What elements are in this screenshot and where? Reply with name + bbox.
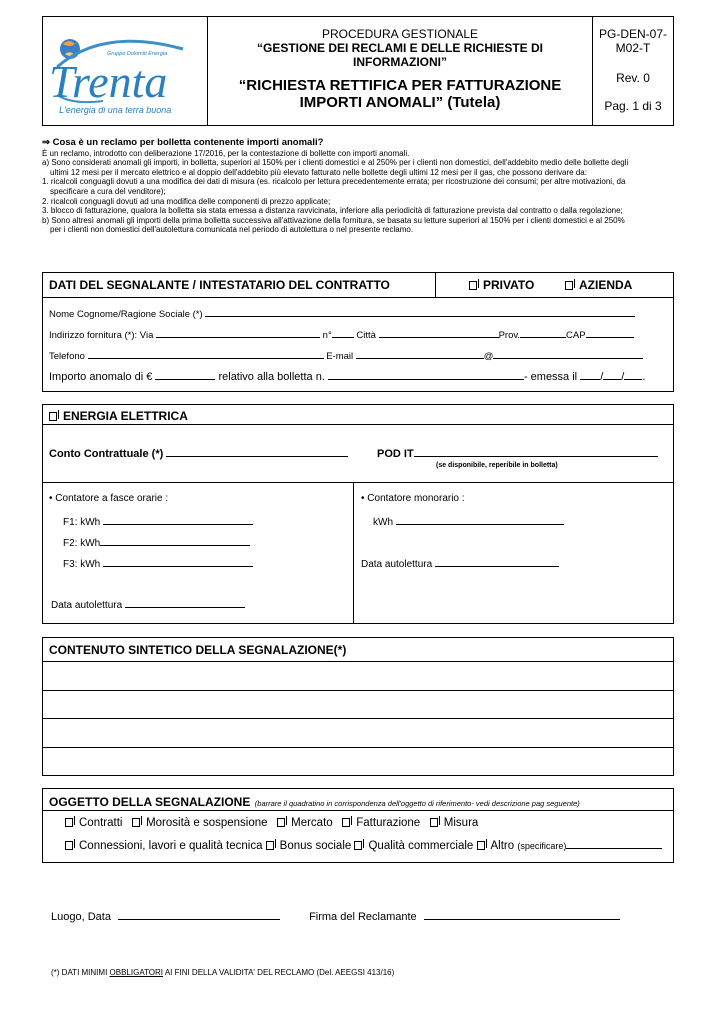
prov-field[interactable] [520, 328, 566, 338]
importo-label: Importo anomalo di € [49, 371, 153, 383]
autolettura-left-field[interactable] [125, 598, 245, 608]
checkbox-icon[interactable] [49, 412, 57, 421]
emessa-label: - emessa il [523, 371, 578, 383]
conto-label: Conto Contrattuale (*) [49, 448, 164, 460]
segnalante-title: DATI DEL SEGNALANTE / INTESTATARIO DEL CONTRATTO [49, 278, 390, 292]
option-qualita-commerciale[interactable] [354, 840, 473, 852]
checkbox-icon [277, 818, 285, 827]
company-logo [43, 17, 208, 125]
telefono-label: Telefono [49, 351, 85, 362]
footnote-pre: (*) DATI MINIMI [51, 968, 108, 977]
pod-note: (se disponibile, reperibile in bolletta) [436, 462, 558, 469]
contenuto-line-2[interactable] [43, 718, 673, 719]
intro-b-line-1: b) Sono altresì anomali gli importi della prima bolletta successiva all'attivazione della fornitura, se basata su letture superiori al 150% per i clienti domestici e al 250% [42, 215, 625, 225]
privato-checkbox[interactable] [469, 278, 534, 292]
cap-field[interactable] [586, 328, 634, 338]
oggetto-header [49, 793, 580, 811]
azienda-checkbox[interactable] [565, 278, 632, 292]
option-morosita[interactable] [132, 817, 267, 829]
checkbox-icon [342, 818, 350, 827]
checkbox-icon [266, 841, 274, 850]
autolettura-right-field[interactable] [435, 557, 559, 567]
checkbox-icon [430, 818, 438, 827]
cap-label: CAP [566, 330, 586, 341]
document-title-line-2: IMPORTI ANOMALI” (Tutela) [299, 94, 501, 111]
intro-item-1a: 1. ricalcoli conguagli dovuti a una modifica dei dati di misura (es. ricalcolo per lettura precedentemente errata; per ricostruzione dei consumi; per altre motivazioni, da [42, 177, 626, 187]
indirizzo-label: Indirizzo fornitura (*): Via [49, 330, 154, 341]
via-field[interactable] [156, 328, 320, 338]
citta-label: Città [356, 330, 376, 341]
email-user-field[interactable] [356, 349, 484, 359]
option-label: Connessioni, lavori e qualità tecnica [79, 840, 263, 852]
f1-field[interactable] [103, 515, 253, 525]
procedure-title: “GESTIONE DEI RECLAMI E DELLE RICHIESTE DI INFORMAZIONI” [256, 41, 544, 69]
contenuto-line-3[interactable] [43, 747, 673, 748]
f1-row [63, 515, 253, 528]
f3-field[interactable] [103, 557, 253, 567]
document-title-line-1: “RICHIESTA RETTIFICA PER FATTURAZIONE [238, 77, 562, 94]
checkbox-icon [469, 281, 477, 290]
monorario-label [361, 493, 465, 504]
autolettura-left-label: Data autolettura [51, 600, 123, 611]
document-meta [593, 17, 673, 125]
procedure-label: PROCEDURA GESTIONALE [321, 27, 479, 41]
oggetto-hint: (barrare il quadratino in corrispondenza dell'oggetto di riferimento- vedi descrizione pag seguente) [254, 799, 580, 808]
kwh-row [373, 515, 564, 528]
revision: Rev. 0 [616, 71, 650, 85]
pod-row [377, 447, 658, 460]
option-label: Mercato [291, 817, 333, 829]
option-label: Fatturazione [356, 817, 421, 829]
logo-brand-text: Trenta [49, 56, 168, 107]
telefono-field[interactable] [88, 349, 324, 359]
prov-label: Prov. [498, 330, 521, 341]
intro-section [42, 138, 678, 235]
trenta-logo-graphic [43, 17, 208, 125]
logo-tagline: L'energia di una terra buona [59, 105, 172, 115]
date-separator: / [621, 371, 625, 383]
conto-row [49, 447, 348, 460]
intro-paragraph: È un reclamo, introdotto con deliberazione 17/2016, per la contestazione di bollette con importi anomali. [42, 148, 410, 158]
firma-label: Firma del Reclamante [309, 911, 417, 923]
intro-a-line-1: a) Sono considerati anomali gli importi, in bolletta, superiori al 150% per i clienti domestici e al 250% per i clienti non domestici, dell'addebito medio delle bollette degli [42, 158, 629, 168]
importo-field[interactable] [155, 370, 215, 380]
pod-label: POD IT [377, 448, 414, 460]
privato-label: PRIVATO [483, 278, 535, 292]
checkbox-icon [132, 818, 140, 827]
energia-title [49, 409, 188, 423]
intro-item-3: 3. blocco di fatturazione, qualora la bolletta sia stata emessa a distanza ravvicinata, inferiore alla periodicità di fatturazione prevista dal contratto o dalla regolazione; [42, 206, 623, 216]
intro-b-line-2: per i clienti non domestici dell'autolettura comunicata nel periodo di autolettura o nel presente reclamo. [50, 225, 414, 235]
telefono-row [49, 349, 643, 362]
footnote-post: AI FINI DELLA VALIDITA' DEL RECLAMO (Del. AEEGSI 413/16) [164, 968, 395, 977]
fasce-label [49, 493, 168, 504]
f2-label: F2: kWh [63, 538, 101, 549]
citta-field[interactable] [379, 328, 499, 338]
footnote-underlined: OBBLIGATORI [109, 968, 164, 977]
document-header [42, 16, 674, 126]
kwh-label: kWh [373, 517, 393, 528]
importo-row: Importo anomalo di € relativo alla bolletta n. - emessa il / / . [49, 371, 646, 383]
pod-field[interactable] [414, 447, 658, 457]
f2-field[interactable] [100, 536, 250, 546]
intro-question-text: Cosa è un reclamo per bolletta contenente importi anomali? [52, 137, 324, 148]
option-label: Bonus sociale [279, 840, 352, 852]
oggetto-section [42, 788, 674, 863]
option-label: Contratti [79, 817, 123, 829]
bullet-icon: • [49, 493, 56, 504]
option-fatturazione[interactable] [342, 817, 420, 829]
intro-item-2: 2. ricalcoli conguagli dovuti ad una modifica delle componenti di prezzo applicate; [42, 196, 331, 206]
f3-label: F3: kWh [63, 559, 101, 570]
numero-field[interactable] [332, 328, 354, 338]
option-contratti[interactable] [65, 817, 122, 829]
kwh-field[interactable] [396, 515, 564, 525]
altro-field[interactable] [566, 839, 662, 849]
contenuto-line-1[interactable] [43, 690, 673, 691]
numero-label: n° [322, 330, 332, 341]
luogo-label: Luogo, Data [51, 911, 111, 923]
intro-a-line-2: ultimi 12 mesi per il mercato elettrico e al doppio dell'addebito più elevato fatturato nelle bollette degli ultimi 12 mesi per il gas, che possono derivare da: [50, 167, 587, 177]
option-mercato[interactable] [277, 817, 333, 829]
checkbox-icon [65, 818, 73, 827]
nome-field[interactable] [205, 307, 635, 317]
intro-item-1b: specificare a cura del venditore); [50, 186, 166, 196]
bolletta-field[interactable] [328, 370, 524, 380]
document-code: PG-DEN-07-M02-T [598, 27, 667, 55]
relativo-label: relativo alla bolletta n. [218, 371, 325, 383]
checkbox-icon [565, 281, 573, 290]
option-label: Morosità e sospensione [146, 817, 268, 829]
monorario-text: Contatore monorario : [367, 493, 465, 504]
oggetto-row-2 [65, 839, 662, 852]
firma-field[interactable] [424, 910, 620, 920]
nome-row [49, 307, 635, 320]
footnote [51, 968, 394, 977]
specificare-label: (specificare) [517, 841, 567, 851]
energia-title-text: ENERGIA ELETTRICA [63, 409, 188, 423]
checkbox-icon [477, 841, 485, 850]
option-altro[interactable] [477, 840, 515, 852]
header-title-block [208, 17, 593, 125]
f1-label: F1: kWh [63, 517, 101, 528]
contenuto-title: CONTENUTO SINTETICO DELLA SEGNALAZIONE(*) [49, 643, 347, 657]
checkbox-icon [65, 841, 73, 850]
luogo-field[interactable] [118, 910, 280, 920]
signature-row [51, 910, 620, 923]
day-field[interactable] [580, 370, 600, 380]
autolettura-right-label: Data autolettura [361, 559, 433, 570]
segnalante-section [42, 272, 674, 392]
bullet-icon: • [361, 493, 368, 504]
email-label: E-mail [326, 351, 354, 362]
option-label: Misura [443, 817, 479, 829]
checkbox-icon [354, 841, 362, 850]
conto-field[interactable] [166, 447, 348, 457]
page-number: Pag. 1 di 3 [604, 99, 662, 113]
date-separator: / [600, 371, 604, 383]
oggetto-row-1 [65, 817, 478, 829]
logo-tagline-top: Gruppo Dolomiti Energia [107, 51, 168, 57]
option-bonus[interactable] [266, 840, 352, 852]
year-field[interactable] [624, 370, 642, 380]
option-misura[interactable] [430, 817, 479, 829]
nome-label: Nome Cognome/Ragione Sociale (*) [49, 309, 203, 320]
autolettura-left-row [51, 598, 245, 611]
option-connessioni[interactable] [65, 840, 262, 852]
f2-row [63, 536, 250, 549]
indirizzo-row [49, 328, 634, 341]
arrow-icon: ⇒ [42, 137, 53, 148]
at-sign: @ [483, 351, 494, 362]
energia-section [42, 404, 674, 624]
option-label: Altro [490, 840, 515, 852]
option-label: Qualità commerciale [368, 840, 474, 852]
autolettura-right-row [361, 557, 559, 570]
email-domain-field[interactable] [493, 349, 643, 359]
oggetto-title: OGGETTO DELLA SEGNALAZIONE [49, 795, 251, 809]
contenuto-section [42, 637, 674, 776]
f3-row [63, 557, 253, 570]
intro-question [42, 138, 678, 148]
azienda-label: AZIENDA [579, 278, 633, 292]
fasce-text: Contatore a fasce orarie : [55, 493, 169, 504]
month-field[interactable] [603, 370, 621, 380]
